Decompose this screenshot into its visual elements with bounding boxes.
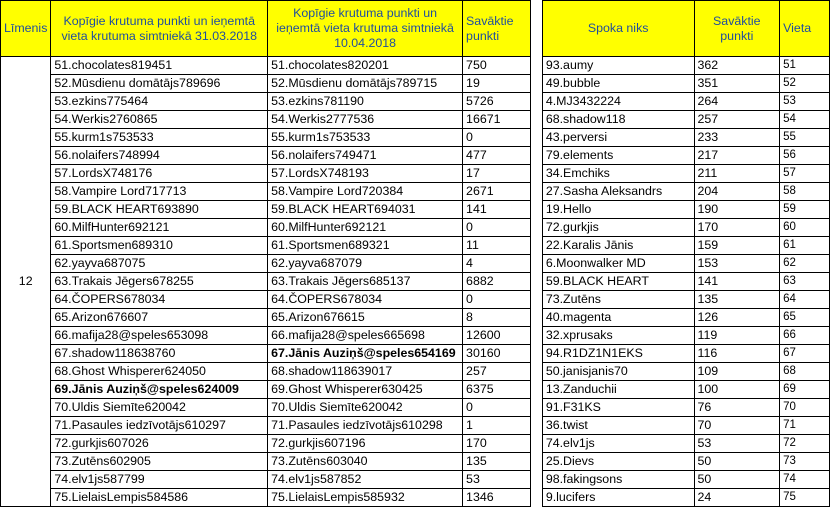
cell-collected-points[interactable]: 6882 [463, 273, 531, 291]
header-col6: Vieta [780, 1, 830, 57]
cell-rank-10-04[interactable]: 63.Trakais Jēgers685137 [268, 273, 463, 291]
cell-ghost-points[interactable]: 50 [694, 453, 780, 471]
gap-cell [530, 57, 542, 75]
table-row [1, 273, 830, 291]
cell-ghost-points[interactable]: 211 [694, 165, 780, 183]
gap-cell [530, 147, 542, 165]
header-col3: Savāktie punkti [463, 1, 531, 57]
cell-collected-points[interactable]: 19 [463, 75, 531, 93]
cell-ghost-nick[interactable]: 34.Emchiks [542, 165, 694, 183]
cell-collected-points[interactable]: 0 [463, 399, 531, 417]
cell-place[interactable]: 71 [780, 417, 830, 435]
cell-rank-31-03[interactable]: 67.shadow118638760 [51, 345, 268, 363]
cell-ghost-nick[interactable]: 9.lucifers [542, 489, 694, 507]
cell-collected-points[interactable]: 477 [463, 147, 531, 165]
cell-ghost-points[interactable]: 76 [694, 399, 780, 417]
gap-cell [530, 291, 542, 309]
cell-rank-10-04[interactable]: 55.kurm1s753533 [268, 129, 463, 147]
cell-ghost-points[interactable]: 204 [694, 183, 780, 201]
cell-rank-31-03[interactable]: 56.nolaifers748994 [51, 147, 268, 165]
cell-collected-points[interactable]: 12600 [463, 327, 531, 345]
table-row [1, 57, 830, 75]
cell-ghost-points[interactable]: 50 [694, 471, 780, 489]
cell-ghost-nick[interactable]: 49.bubble [542, 75, 694, 93]
table-row [1, 399, 830, 417]
cell-place[interactable]: 66 [780, 327, 830, 345]
cell-ghost-nick[interactable]: 6.Moonwalker MD [542, 255, 694, 273]
cell-ghost-nick[interactable]: 74.elv1js [542, 435, 694, 453]
gap-cell [530, 93, 542, 111]
cell-ghost-points[interactable]: 109 [694, 363, 780, 381]
table-row [1, 435, 830, 453]
table-row [1, 255, 830, 273]
cell-rank-31-03[interactable]: 69.Jānis Auziņš@speles624009 [51, 381, 268, 399]
cell-place[interactable]: 51 [780, 57, 830, 75]
gap-cell [530, 75, 542, 93]
table-row [1, 489, 830, 507]
cell-rank-31-03[interactable]: 74.elv1js587799 [51, 471, 268, 489]
cell-rank-31-03[interactable]: 65.Arizon676607 [51, 309, 268, 327]
table-row [1, 309, 830, 327]
gap-cell [530, 237, 542, 255]
cell-place[interactable]: 68 [780, 363, 830, 381]
cell-ghost-nick[interactable]: 93.aumy [542, 57, 694, 75]
cell-collected-points[interactable]: 8 [463, 309, 531, 327]
cell-rank-10-04[interactable]: 59.BLACK HEART694031 [268, 201, 463, 219]
cell-place[interactable]: 54 [780, 111, 830, 129]
cell-place[interactable]: 75 [780, 489, 830, 507]
cell-collected-points[interactable]: 257 [463, 363, 531, 381]
cell-rank-31-03[interactable]: 64.ČOPERS678034 [51, 291, 268, 309]
cell-rank-10-04[interactable]: 56.nolaifers749471 [268, 147, 463, 165]
table-body [1, 57, 830, 507]
cell-ghost-points[interactable]: 264 [694, 93, 780, 111]
header-limenis: Līmenis [1, 1, 51, 57]
cell-ghost-nick[interactable]: 4.MJ3432224 [542, 93, 694, 111]
cell-collected-points[interactable]: 16671 [463, 111, 531, 129]
cell-collected-points[interactable]: 0 [463, 129, 531, 147]
cell-ghost-points[interactable]: 159 [694, 237, 780, 255]
header-col2: Kopīgie krutuma punkti un ieņemtā vieta krutuma simtniekā 10.04.2018 [268, 1, 463, 57]
cell-rank-10-04[interactable]: 72.gurkjis607196 [268, 435, 463, 453]
gap-cell [530, 201, 542, 219]
cell-place[interactable]: 55 [780, 129, 830, 147]
cell-rank-10-04[interactable]: 69.Ghost Whisperer630425 [268, 381, 463, 399]
table-row [1, 417, 830, 435]
cell-ghost-nick[interactable]: 98.fakingsons [542, 471, 694, 489]
cell-ghost-nick[interactable]: 43.perversi [542, 129, 694, 147]
cell-collected-points[interactable]: 53 [463, 471, 531, 489]
cell-rank-10-04[interactable]: 75.LielaisLempis585932 [268, 489, 463, 507]
cell-ghost-nick[interactable]: 25.Dievs [542, 453, 694, 471]
cell-collected-points[interactable]: 170 [463, 435, 531, 453]
cell-place[interactable]: 74 [780, 471, 830, 489]
cell-ghost-nick[interactable]: 27.Sasha Aleksandrs [542, 183, 694, 201]
cell-rank-10-04[interactable]: 54.Werkis2777536 [268, 111, 463, 129]
cell-ghost-points[interactable]: 24 [694, 489, 780, 507]
table-row [1, 147, 830, 165]
cell-ghost-nick[interactable]: 19.Hello [542, 201, 694, 219]
cell-place[interactable]: 60 [780, 219, 830, 237]
table-row [1, 363, 830, 381]
cell-ghost-points[interactable]: 119 [694, 327, 780, 345]
cell-ghost-points[interactable]: 233 [694, 129, 780, 147]
table-row [1, 345, 830, 363]
table-row [1, 201, 830, 219]
table-row [1, 381, 830, 399]
cell-place[interactable]: 53 [780, 93, 830, 111]
cell-place[interactable]: 69 [780, 381, 830, 399]
cell-place[interactable]: 61 [780, 237, 830, 255]
cell-ghost-nick[interactable]: 94.R1DZ1N1EKS [542, 345, 694, 363]
gap-cell [530, 111, 542, 129]
cell-ghost-nick[interactable]: 13.Zanduchii [542, 381, 694, 399]
cell-ghost-nick[interactable]: 68.shadow118 [542, 111, 694, 129]
cell-rank-10-04[interactable]: 62.yayva687079 [268, 255, 463, 273]
table-row [1, 471, 830, 489]
cell-ghost-nick[interactable]: 40.magenta [542, 309, 694, 327]
cell-rank-10-04[interactable]: 51.chocolates820201 [268, 57, 463, 75]
cell-ghost-points[interactable]: 362 [694, 57, 780, 75]
cell-ghost-points[interactable]: 190 [694, 201, 780, 219]
gap-cell [530, 309, 542, 327]
cell-rank-31-03[interactable]: 62.yayva687075 [51, 255, 268, 273]
cell-rank-10-04[interactable]: 74.elv1js587852 [268, 471, 463, 489]
cell-rank-31-03[interactable]: 54.Werkis2760865 [51, 111, 268, 129]
cell-ghost-nick[interactable]: 22.Karalis Jānis [542, 237, 694, 255]
gap-cell [530, 417, 542, 435]
cell-ghost-nick[interactable]: 32.xprusaks [542, 327, 694, 345]
gap-cell [530, 345, 542, 363]
gap-cell [530, 183, 542, 201]
cell-collected-points[interactable]: 6375 [463, 381, 531, 399]
table-row [1, 165, 830, 183]
cell-ghost-points[interactable]: 53 [694, 435, 780, 453]
gap-cell [530, 327, 542, 345]
cell-rank-10-04[interactable]: 61.Sportsmen689321 [268, 237, 463, 255]
cell-rank-31-03[interactable]: 59.BLACK HEART693890 [51, 201, 268, 219]
cell-collected-points[interactable]: 4 [463, 255, 531, 273]
cell-place[interactable]: 65 [780, 309, 830, 327]
cell-rank-10-04[interactable]: 70.Uldis Siemīte620042 [268, 399, 463, 417]
cell-rank-10-04[interactable]: 57.LordsX748193 [268, 165, 463, 183]
cell-ghost-nick[interactable]: 36.twist [542, 417, 694, 435]
cell-rank-10-04[interactable]: 68.shadow118639017 [268, 363, 463, 381]
cell-rank-10-04[interactable]: 66.mafija28@speles665698 [268, 327, 463, 345]
cell-collected-points[interactable]: 17 [463, 165, 531, 183]
cell-ghost-points[interactable]: 141 [694, 273, 780, 291]
cell-rank-10-04[interactable]: 52.Mūsdienu domātājs789715 [268, 75, 463, 93]
cell-rank-10-04[interactable]: 67.Jānis Auziņš@speles654169 [268, 345, 463, 363]
cell-collected-points[interactable]: 1 [463, 417, 531, 435]
cell-rank-31-03[interactable]: 53.ezkins775464 [51, 93, 268, 111]
cell-ghost-points[interactable]: 135 [694, 291, 780, 309]
gap-cell [530, 273, 542, 291]
cell-collected-points[interactable]: 2671 [463, 183, 531, 201]
cell-collected-points[interactable]: 0 [463, 219, 531, 237]
cell-rank-31-03[interactable]: 71.Pasaules iedzīvotājs610297 [51, 417, 268, 435]
gap-cell [530, 219, 542, 237]
cell-ghost-points[interactable]: 153 [694, 255, 780, 273]
table-row [1, 129, 830, 147]
cell-ghost-nick[interactable]: 50.janisjanis70 [542, 363, 694, 381]
cell-collected-points[interactable]: 5726 [463, 93, 531, 111]
header-row [1, 1, 830, 57]
gap-cell [530, 471, 542, 489]
cell-rank-31-03[interactable]: 72.gurkjis607026 [51, 435, 268, 453]
table-row [1, 237, 830, 255]
cell-rank-31-03[interactable]: 73.Zutēns602905 [51, 453, 268, 471]
cell-place[interactable]: 72 [780, 435, 830, 453]
cell-rank-31-03[interactable]: 58.Vampire Lord717713 [51, 183, 268, 201]
gap-cell [530, 399, 542, 417]
cell-collected-points[interactable]: 11 [463, 237, 531, 255]
cell-rank-31-03[interactable]: 61.Sportsmen689310 [51, 237, 268, 255]
table-row [1, 453, 830, 471]
cell-place[interactable]: 70 [780, 399, 830, 417]
cell-place[interactable]: 67 [780, 345, 830, 363]
cell-rank-31-03[interactable]: 63.Trakais Jēgers678255 [51, 273, 268, 291]
cell-collected-points[interactable]: 0 [463, 291, 531, 309]
cell-place[interactable]: 58 [780, 183, 830, 201]
gap-cell [530, 255, 542, 273]
cell-collected-points[interactable]: 141 [463, 201, 531, 219]
gap-cell [530, 1, 542, 57]
cell-place[interactable]: 56 [780, 147, 830, 165]
table-row [1, 327, 830, 345]
gap-cell [530, 363, 542, 381]
cell-rank-10-04[interactable]: 73.Zutēns603040 [268, 453, 463, 471]
cell-place[interactable]: 57 [780, 165, 830, 183]
cell-rank-31-03[interactable]: 51.chocolates819451 [51, 57, 268, 75]
cell-rank-10-04[interactable]: 53.ezkins781190 [268, 93, 463, 111]
gap-cell [530, 129, 542, 147]
cell-rank-10-04[interactable]: 58.Vampire Lord720384 [268, 183, 463, 201]
header-col1: Kopīgie krutuma punkti un ieņemtā vieta krutuma simtniekā 31.03.2018 [51, 1, 268, 57]
cell-ghost-points[interactable]: 217 [694, 147, 780, 165]
cell-place[interactable]: 52 [780, 75, 830, 93]
table-row [1, 291, 830, 309]
cell-ghost-nick[interactable]: 59.BLACK HEART [542, 273, 694, 291]
cell-rank-10-04[interactable]: 71.Pasaules iedzīvotājs610298 [268, 417, 463, 435]
cell-ghost-points[interactable]: 100 [694, 381, 780, 399]
gap-cell [530, 165, 542, 183]
cell-rank-31-03[interactable]: 75.LielaisLempis584586 [51, 489, 268, 507]
table-row [1, 111, 830, 129]
cell-rank-10-04[interactable]: 65.Arizon676615 [268, 309, 463, 327]
cell-rank-31-03[interactable]: 52.Mūsdienu domātājs789696 [51, 75, 268, 93]
cell-ghost-nick[interactable]: 73.Zutēns [542, 291, 694, 309]
cell-rank-31-03[interactable]: 66.mafija28@speles653098 [51, 327, 268, 345]
cell-rank-31-03[interactable]: 57.LordsX748176 [51, 165, 268, 183]
cell-place[interactable]: 62 [780, 255, 830, 273]
cell-rank-10-04[interactable]: 60.MilfHunter692121 [268, 219, 463, 237]
cell-collected-points[interactable]: 1346 [463, 489, 531, 507]
cell-rank-31-03[interactable]: 68.Ghost Whisperer624050 [51, 363, 268, 381]
header-col5: Savāktie punkti [694, 1, 780, 57]
gap-cell [530, 489, 542, 507]
cell-place[interactable]: 64 [780, 291, 830, 309]
cell-ghost-points[interactable]: 116 [694, 345, 780, 363]
gap-cell [530, 453, 542, 471]
cell-collected-points[interactable]: 750 [463, 57, 531, 75]
cell-ghost-nick[interactable]: 79.elements [542, 147, 694, 165]
cell-place[interactable]: 73 [780, 453, 830, 471]
level-cell[interactable]: 12 [1, 57, 51, 507]
gap-cell [530, 381, 542, 399]
cell-collected-points[interactable]: 30160 [463, 345, 531, 363]
cell-place[interactable]: 59 [780, 201, 830, 219]
cell-place[interactable]: 63 [780, 273, 830, 291]
table-row [1, 93, 830, 111]
cell-collected-points[interactable]: 135 [463, 453, 531, 471]
cell-rank-10-04[interactable]: 64.ČOPERS678034 [268, 291, 463, 309]
table-row [1, 183, 830, 201]
table-row [1, 75, 830, 93]
cell-ghost-points[interactable]: 126 [694, 309, 780, 327]
cell-rank-31-03[interactable]: 55.kurm1s753533 [51, 129, 268, 147]
cell-ghost-nick[interactable]: 91.F31KS [542, 399, 694, 417]
cell-ghost-points[interactable]: 170 [694, 219, 780, 237]
cell-ghost-nick[interactable]: 72.gurkjis [542, 219, 694, 237]
header-col4: Spoka niks [542, 1, 694, 57]
cell-rank-31-03[interactable]: 60.MilfHunter692121 [51, 219, 268, 237]
cell-ghost-points[interactable]: 70 [694, 417, 780, 435]
cell-rank-31-03[interactable]: 70.Uldis Siemīte620042 [51, 399, 268, 417]
table-row [1, 219, 830, 237]
gap-cell [530, 435, 542, 453]
cell-ghost-points[interactable]: 351 [694, 75, 780, 93]
cell-ghost-points[interactable]: 257 [694, 111, 780, 129]
